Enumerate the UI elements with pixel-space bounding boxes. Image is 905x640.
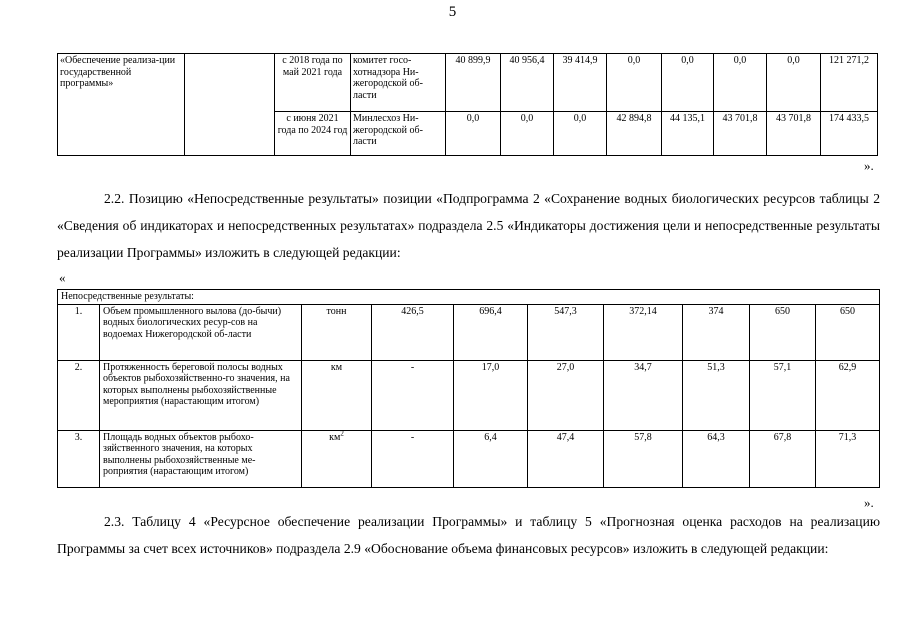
total-cell: 174 433,5 [821, 112, 878, 156]
table-row [58, 360, 880, 430]
value-cell: 650 [750, 304, 816, 360]
executor-cell: комитет госо-хотнадзора Ни-жегородской об-ласти [351, 54, 446, 112]
value-cell: 17,0 [454, 360, 528, 430]
unit-text: км [329, 431, 341, 443]
executor-cell: Минлесхоз Ни-жегородской об-ласти [351, 112, 446, 156]
value-cell: 40 899,9 [446, 54, 501, 112]
program-name-cell: «Обеспечение реализа-ции государственной программы» [58, 54, 185, 156]
value-cell: 67,8 [750, 430, 816, 487]
value-cell: 0,0 [446, 112, 501, 156]
table-header: Непосредственные результаты: [58, 290, 880, 305]
value-cell: 34,7 [604, 360, 683, 430]
value-cell: 0,0 [714, 54, 767, 112]
value-cell: 696,4 [454, 304, 528, 360]
value-cell: 44 135,1 [662, 112, 714, 156]
row-number: 2. [58, 360, 100, 430]
value-cell: 27,0 [528, 360, 604, 430]
value-cell: 0,0 [501, 112, 554, 156]
unit-cell [302, 430, 372, 487]
indicator-name: Протяженность береговой полосы водных объектов рыбохозяйственно-го значения, на которых выполнены рыбохозяйственные мероприятия (нарастающим итогом) [100, 360, 302, 430]
value-cell: 57,1 [750, 360, 816, 430]
period-cell: с 2018 года по май 2021 года [275, 54, 351, 112]
indicator-name: Площадь водных объектов рыбохо-зяйственного значения, на которых выполнены рыбохозяйственные ме-роприятия (нарастающим итогом) [100, 430, 302, 487]
value-cell: 40 956,4 [501, 54, 554, 112]
value-cell: 43 701,8 [714, 112, 767, 156]
close-quote: ». [864, 158, 874, 173]
value-cell: 0,0 [554, 112, 607, 156]
value-cell: 51,3 [683, 360, 750, 430]
unit-cell: тонн [302, 304, 372, 360]
open-quote: « [59, 270, 66, 285]
value-cell: 57,8 [604, 430, 683, 487]
period-cell: с июня 2021 года по 2024 год [275, 112, 351, 156]
close-quote: ». [864, 495, 874, 510]
empty-cell [185, 54, 275, 156]
row-number: 3. [58, 430, 100, 487]
page-number: 5 [448, 4, 457, 20]
value-cell: 0,0 [767, 54, 821, 112]
row-number: 1. [58, 304, 100, 360]
results-table [57, 289, 880, 488]
total-cell: 121 271,2 [821, 54, 878, 112]
table-row [58, 290, 880, 305]
value-cell: 372,14 [604, 304, 683, 360]
value-cell: 71,3 [816, 430, 880, 487]
value-cell: 43 701,8 [767, 112, 821, 156]
value-cell: 6,4 [454, 430, 528, 487]
unit-cell: км [302, 360, 372, 430]
funding-table [57, 53, 878, 156]
table-row [58, 430, 880, 487]
value-cell: 426,5 [372, 304, 454, 360]
value-cell: - [372, 360, 454, 430]
value-cell: 47,4 [528, 430, 604, 487]
value-cell: 374 [683, 304, 750, 360]
value-cell: 42 894,8 [607, 112, 662, 156]
value-cell: 39 414,9 [554, 54, 607, 112]
value-cell: - [372, 430, 454, 487]
value-cell: 650 [816, 304, 880, 360]
value-cell: 0,0 [607, 54, 662, 112]
table-row [58, 54, 878, 112]
value-cell: 62,9 [816, 360, 880, 430]
value-cell: 64,3 [683, 430, 750, 487]
paragraph-2-2: 2.2. Позицию «Непосредственные результаты» позиции «Подпрограмма 2 «Сохранение водных биологических ресурсов таблицы 2 «Сведения об индикаторах и непосредственных результатах» подраздела 2.5 «Индикаторы достижения цели и непосредственные результаты реализации Программы» изложить в следующей редакции: [57, 191, 880, 260]
value-cell: 547,3 [528, 304, 604, 360]
unit-superscript: 2 [340, 430, 344, 438]
value-cell: 0,0 [662, 54, 714, 112]
indicator-name: Объем промышленного вылова (до-бычи) водных биологических ресур-сов на водоемах Нижегородской об-ласти [100, 304, 302, 360]
paragraph-2-3: 2.3. Таблицу 4 «Ресурсное обеспечение реализации Программы» и таблицу 5 «Прогнозная оценка расходов на реализацию Программы за счет всех источников» подраздела 2.9 «Обоснование объема финансовых ресурсов» изложить в следующей редакции: [57, 514, 880, 556]
table-row [58, 304, 880, 360]
